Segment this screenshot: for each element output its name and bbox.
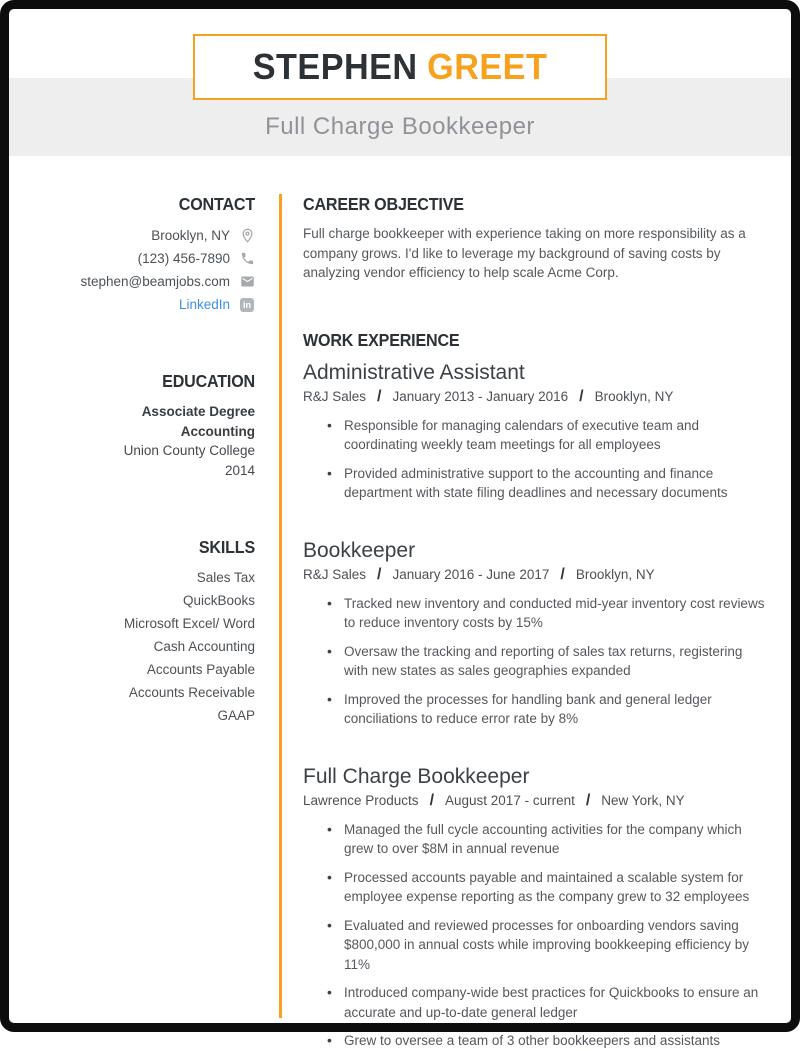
resume-inner — [9, 9, 791, 1048]
candidate-last-name: GREET — [427, 46, 548, 87]
meta-separator: / — [377, 565, 382, 583]
skills-section-title: SKILLS — [198, 537, 255, 557]
career-objective-text: Full charge bookkeeper with experience taking on more responsibility as a company grows. I'd like to leverage my background of saving costs by analyzing vendor efficiency to help scale Acme Corp. — [303, 226, 746, 280]
job-company: R&J Sales — [303, 567, 367, 582]
job-entry — [303, 539, 765, 729]
skill-item: Microsoft Excel/ Word — [123, 616, 255, 631]
job-dates: January 2013 - January 2016 — [392, 389, 569, 404]
job-bullet: • Improved the processes for handling bank and general ledger conciliations to reduce error rate by 8% — [327, 690, 765, 729]
skill-item: QuickBooks — [182, 593, 255, 608]
education-entry — [19, 402, 255, 480]
phone-icon — [239, 251, 255, 267]
contact-row-email — [19, 270, 255, 293]
contact-location-text: Brooklyn, NY — [151, 228, 230, 243]
name-box — [193, 34, 607, 100]
skill-item: Accounts Payable — [146, 662, 255, 677]
candidate-name — [253, 46, 548, 88]
education-year: 2014 — [224, 462, 255, 478]
job-title: Administrative Assistant — [303, 360, 525, 384]
job-bullet: • Grew to oversee a team of 3 other bookkeepers and assistants — [327, 1031, 765, 1051]
job-bullet: • Provided administrative support to the accounting and finance department with state filing deadlines and necessary documents — [327, 464, 765, 503]
work-experience-title: WORK EXPERIENCE — [303, 329, 460, 350]
contact-email-text: stephen@beamjobs.com — [80, 274, 230, 289]
meta-separator: / — [560, 565, 565, 583]
education-degree: Associate Degree — [141, 404, 255, 419]
education-school: Union County College — [123, 443, 255, 458]
skills-list — [19, 566, 255, 727]
job-bullet: • Responsible for managing calendars of executive team and coordinating weekly team meetings for all employees — [327, 416, 765, 455]
resume-header — [9, 9, 791, 156]
job-entry — [303, 361, 765, 503]
job-title: Full Charge Bookkeeper — [303, 764, 530, 788]
job-bullet: • Introduced company-wide best practices for Quickbooks to ensure an accurate and up-to-date general ledger — [327, 983, 765, 1022]
meta-separator: / — [585, 791, 591, 809]
contact-row-phone — [19, 247, 255, 270]
contact-row-location — [19, 224, 255, 247]
meta-separator: / — [579, 387, 584, 405]
education-section-title: EDUCATION — [162, 371, 255, 391]
career-objective-section — [303, 194, 765, 283]
job-meta — [303, 388, 765, 406]
skill-item: Accounts Receivable — [128, 685, 255, 700]
job-entry — [303, 765, 765, 1051]
location-pin-icon — [239, 228, 255, 244]
job-dates: January 2016 - June 2017 — [392, 567, 550, 582]
job-bullets — [327, 820, 765, 1051]
skill-item: GAAP — [217, 708, 255, 723]
job-location: Brooklyn, NY — [575, 567, 655, 582]
sidebar — [9, 194, 282, 1018]
linkedin-link[interactable]: LinkedIn — [178, 297, 230, 312]
envelope-icon — [239, 274, 255, 290]
job-bullets — [327, 594, 765, 729]
career-objective-title: CAREER OBJECTIVE — [303, 194, 464, 214]
content-columns — [9, 194, 791, 1048]
main-content — [282, 194, 791, 1048]
skill-item: Sales Tax — [196, 570, 255, 585]
meta-separator: / — [377, 387, 382, 405]
job-bullet: • Tracked new inventory and conducted mid-year inventory cost reviews to reduce inventory costs by 15% — [327, 594, 765, 633]
job-bullet: • Evaluated and reviewed processes for onboarding vendors saving $800,000 in annual costs while improving bookkeeping efficiency by 11% — [327, 916, 765, 975]
job-location: New York, NY — [601, 793, 685, 808]
linkedin-badge-glyph: in — [240, 298, 254, 312]
contact-section-title: CONTACT — [178, 194, 255, 214]
job-meta — [303, 566, 765, 584]
linkedin-icon — [239, 297, 255, 313]
contact-row-linkedin — [19, 293, 255, 316]
job-company: R&J Sales — [303, 389, 367, 404]
job-title: Bookkeeper — [303, 538, 416, 562]
job-bullet: • Managed the full cycle accounting activities for the company which grew to over $8M in annual revenue — [327, 820, 765, 859]
contact-list — [19, 224, 255, 316]
skill-item: Cash Accounting — [153, 639, 255, 654]
job-company: Lawrence Products — [303, 793, 419, 808]
work-experience-section — [303, 330, 765, 1051]
contact-phone-text: (123) 456-7890 — [137, 251, 230, 266]
education-field: Accounting — [180, 423, 255, 439]
candidate-first-name: STEPHEN — [252, 46, 418, 87]
job-dates: August 2017 - current — [445, 793, 575, 808]
job-bullets — [327, 416, 765, 503]
meta-separator: / — [429, 791, 435, 809]
job-bullet: • Processed accounts payable and maintained a scalable system for employee expense reporting as the company grew to 32 employees — [327, 868, 765, 907]
job-meta — [303, 792, 765, 810]
job-bullet: • Oversaw the tracking and reporting of sales tax returns, registering with new states as sales geographies expanded — [327, 642, 765, 681]
job-location: Brooklyn, NY — [594, 389, 674, 404]
job-subtitle: Full Charge Bookkeeper — [265, 113, 535, 140]
